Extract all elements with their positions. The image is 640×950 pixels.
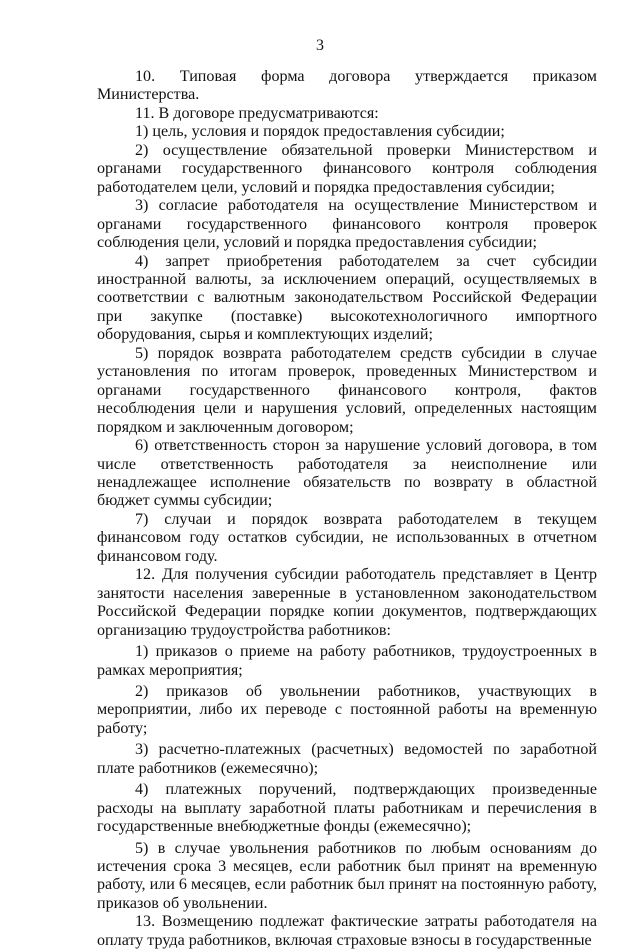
page-number: 3	[316, 37, 324, 54]
paragraph-11-item-1: 1) цель, условия и порядок предоставления субсидии;	[135, 123, 505, 141]
paragraph-12-item-3: 3) расчетно-платежных (расчетных) ведомостей по заработной плате работников (ежемесячно);	[97, 741, 597, 777]
paragraph-12-item-1: 1) приказов о приеме на работу работников, трудоустроенных в рамках мероприятия;	[97, 643, 597, 679]
paragraph-12-item-5: 5) в случае увольнения работников по любым основаниям до истечения срока 3 месяцев, если работник был принят на временную работу, или 6 месяцев, если работник был принят на постоянную работу, приказов об увольнении.	[97, 839, 597, 912]
paragraph-11-item-3: 3) согласие работодателя на осуществление Министерством и органами государственного финансового контроля проверок соблюдения цели, условий и порядка предоставления субсидии;	[97, 197, 597, 252]
paragraph-11-item-2: 2) осуществление обязательной проверки Министерством и органами государственного финансового контроля соблюдения работодателем цели, условий и порядка предоставления субсидии;	[97, 141, 597, 196]
paragraph-12-item-2: 2) приказов об увольнении работников, участвующих в мероприятии, либо их переводе с постоянной работы на временную работу;	[97, 682, 597, 737]
paragraph-11-item-6: 6) ответственность сторон за нарушение условий договора, в том числе ответственность работодателя за неисполнение или ненадлежащее исполнение обязательств по возврату в областной бюджет суммы субсидии;	[97, 437, 597, 510]
paragraph-11-item-7: 7) случаи и порядок возврата работодателем в текущем финансовом году остатков субсидии, не использованных в отчетном финансовом году.	[97, 510, 597, 565]
paragraph-11: 11. В договоре предусматриваются:	[135, 104, 379, 122]
paragraph-13: 13. Возмещению подлежат фактические затраты работодателя на оплату труда работников, включая страховые взносы в государственные	[97, 913, 597, 949]
paragraph-11-item-5: 5) порядок возврата работодателем средств субсидии в случае установления по итогам проверок, проведенных Министерством и органами государственного финансового контроля, фактов несоблюдения цели и нарушения условий, определенных настоящим порядком и заключенным договором;	[97, 344, 597, 436]
paragraph-11-item-4: 4) запрет приобретения работодателем за счет субсидии иностранной валюты, за исключением операций, осуществляемых в соответствии с валютным законодательством Российской Федерации при закупке (поставке) высокотехнологичного импортного оборудования, сырья и комплектующих изделий;	[97, 252, 597, 344]
document-body	[97, 68, 597, 950]
paragraph-12-item-4: 4) платежных поручений, подтверждающих произведенные расходы на выплату заработной платы работникам и перечисления в государственные внебюджетные фонды (ежемесячно);	[97, 781, 597, 836]
paragraph-12: 12. Для получения субсидии работодатель представляет в Центр занятости населения заверенные в установленном законодательством Российской Федерации порядке копии документов, подтверждающих организацию трудоустройства работников:	[97, 566, 597, 639]
paragraph-10: 10. Типовая форма договора утверждается приказом Министерства.	[97, 68, 597, 104]
